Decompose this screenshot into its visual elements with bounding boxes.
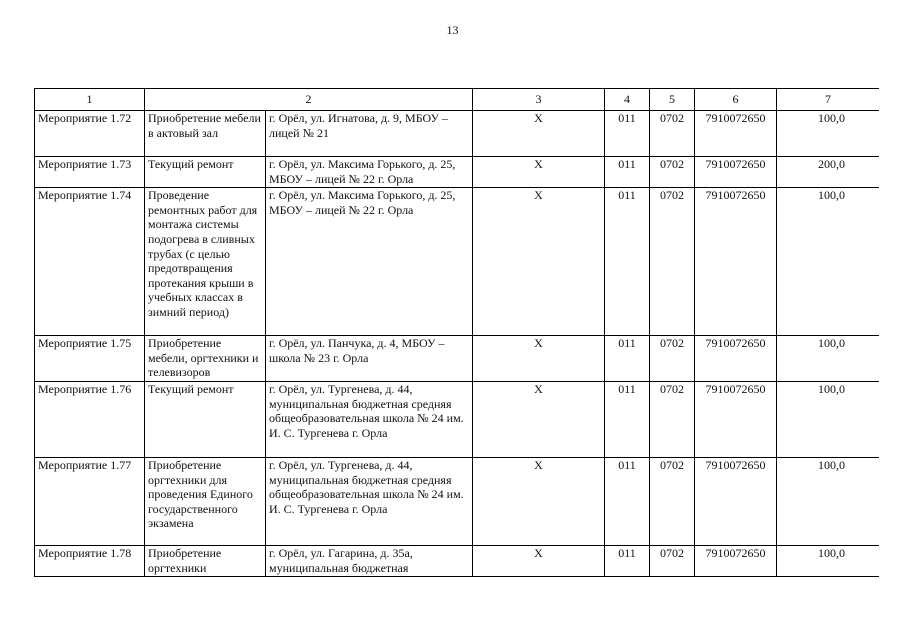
cell-address: г. Орёл, ул. Панчука, д. 4, МБОУ – школа № 23 г. Орла (266, 336, 473, 382)
cell-col4: 011 (605, 111, 650, 157)
header-col-6: 6 (695, 89, 777, 111)
header-col-1: 1 (35, 89, 145, 111)
cell-name: Проведение ремонтных работ для монтажа системы подогрева в сливных трубах (с целью предотвращения протекания крыши в учебных классах в зимний период) (145, 188, 266, 336)
budget-table (34, 88, 879, 577)
cell-address: г. Орёл, ул. Гагарина, д. 35а, муниципальная бюджетная (266, 545, 473, 576)
cell-col5: 0702 (650, 381, 695, 457)
cell-col5: 0702 (650, 111, 695, 157)
cell-address: г. Орёл, ул. Максима Горького, д. 25, МБОУ – лицей № 22 г. Орла (266, 157, 473, 188)
cell-id: Мероприятие 1.73 (35, 157, 145, 188)
table-row (35, 336, 880, 382)
cell-col4: 011 (605, 188, 650, 336)
cell-col3: X (473, 336, 605, 382)
table-row (35, 111, 880, 157)
cell-col3: X (473, 381, 605, 457)
header-col-4: 4 (605, 89, 650, 111)
cell-col5: 0702 (650, 188, 695, 336)
cell-id: Мероприятие 1.72 (35, 111, 145, 157)
cell-id: Мероприятие 1.76 (35, 381, 145, 457)
header-col-7: 7 (777, 89, 880, 111)
cell-col3: X (473, 111, 605, 157)
cell-col4: 011 (605, 381, 650, 457)
cell-name: Приобретение оргтехники для проведения Единого государственного экзамена (145, 457, 266, 545)
cell-address: г. Орёл, ул. Игнатова, д. 9, МБОУ – лицей № 21 (266, 111, 473, 157)
cell-col7: 100,0 (777, 336, 880, 382)
header-col-5: 5 (650, 89, 695, 111)
table-row (35, 188, 880, 336)
table-row (35, 457, 880, 545)
cell-id: Мероприятие 1.75 (35, 336, 145, 382)
cell-col7: 100,0 (777, 545, 880, 576)
table-row (35, 381, 880, 457)
table-container (34, 88, 879, 578)
cell-address: г. Орёл, ул. Максима Горького, д. 25, МБОУ – лицей № 22 г. Орла (266, 188, 473, 336)
cell-name: Приобретение мебели, оргтехники и телевизоров (145, 336, 266, 382)
cell-col4: 011 (605, 545, 650, 576)
cell-col4: 011 (605, 457, 650, 545)
cell-col4: 011 (605, 157, 650, 188)
cell-name: Приобретение мебели в актовый зал (145, 111, 266, 157)
cell-col7: 200,0 (777, 157, 880, 188)
cell-col5: 0702 (650, 157, 695, 188)
header-col-2: 2 (145, 89, 473, 111)
cell-id: Мероприятие 1.74 (35, 188, 145, 336)
cell-address: г. Орёл, ул. Тургенева, д. 44, муниципальная бюджетная средняя общеобразовательная школа № 24 им. И. С. Тургенева г. Орла (266, 381, 473, 457)
cell-col3: X (473, 188, 605, 336)
cell-name: Текущий ремонт (145, 381, 266, 457)
cell-col7: 100,0 (777, 381, 880, 457)
cell-col6: 7910072650 (695, 188, 777, 336)
cell-name: Текущий ремонт (145, 157, 266, 188)
header-col-3: 3 (473, 89, 605, 111)
cell-col4: 011 (605, 336, 650, 382)
cell-col6: 7910072650 (695, 111, 777, 157)
table-row (35, 157, 880, 188)
cell-col6: 7910072650 (695, 157, 777, 188)
cell-col6: 7910072650 (695, 336, 777, 382)
cell-col3: X (473, 545, 605, 576)
cell-col6: 7910072650 (695, 545, 777, 576)
cell-col3: X (473, 457, 605, 545)
cell-address: г. Орёл, ул. Тургенева, д. 44, муниципальная бюджетная средняя общеобразовательная школа № 24 им. И. С. Тургенева г. Орла (266, 457, 473, 545)
cell-col5: 0702 (650, 457, 695, 545)
cell-name: Приобретение оргтехники (145, 545, 266, 576)
cell-id: Мероприятие 1.77 (35, 457, 145, 545)
cell-col3: X (473, 157, 605, 188)
header-row (35, 89, 880, 111)
cell-col7: 100,0 (777, 111, 880, 157)
cell-id: Мероприятие 1.78 (35, 545, 145, 576)
cell-col6: 7910072650 (695, 381, 777, 457)
cell-col5: 0702 (650, 545, 695, 576)
page-number: 13 (446, 23, 459, 37)
cell-col7: 100,0 (777, 188, 880, 336)
cell-col5: 0702 (650, 336, 695, 382)
cell-col7: 100,0 (777, 457, 880, 545)
cell-col6: 7910072650 (695, 457, 777, 545)
table-row (35, 545, 880, 576)
